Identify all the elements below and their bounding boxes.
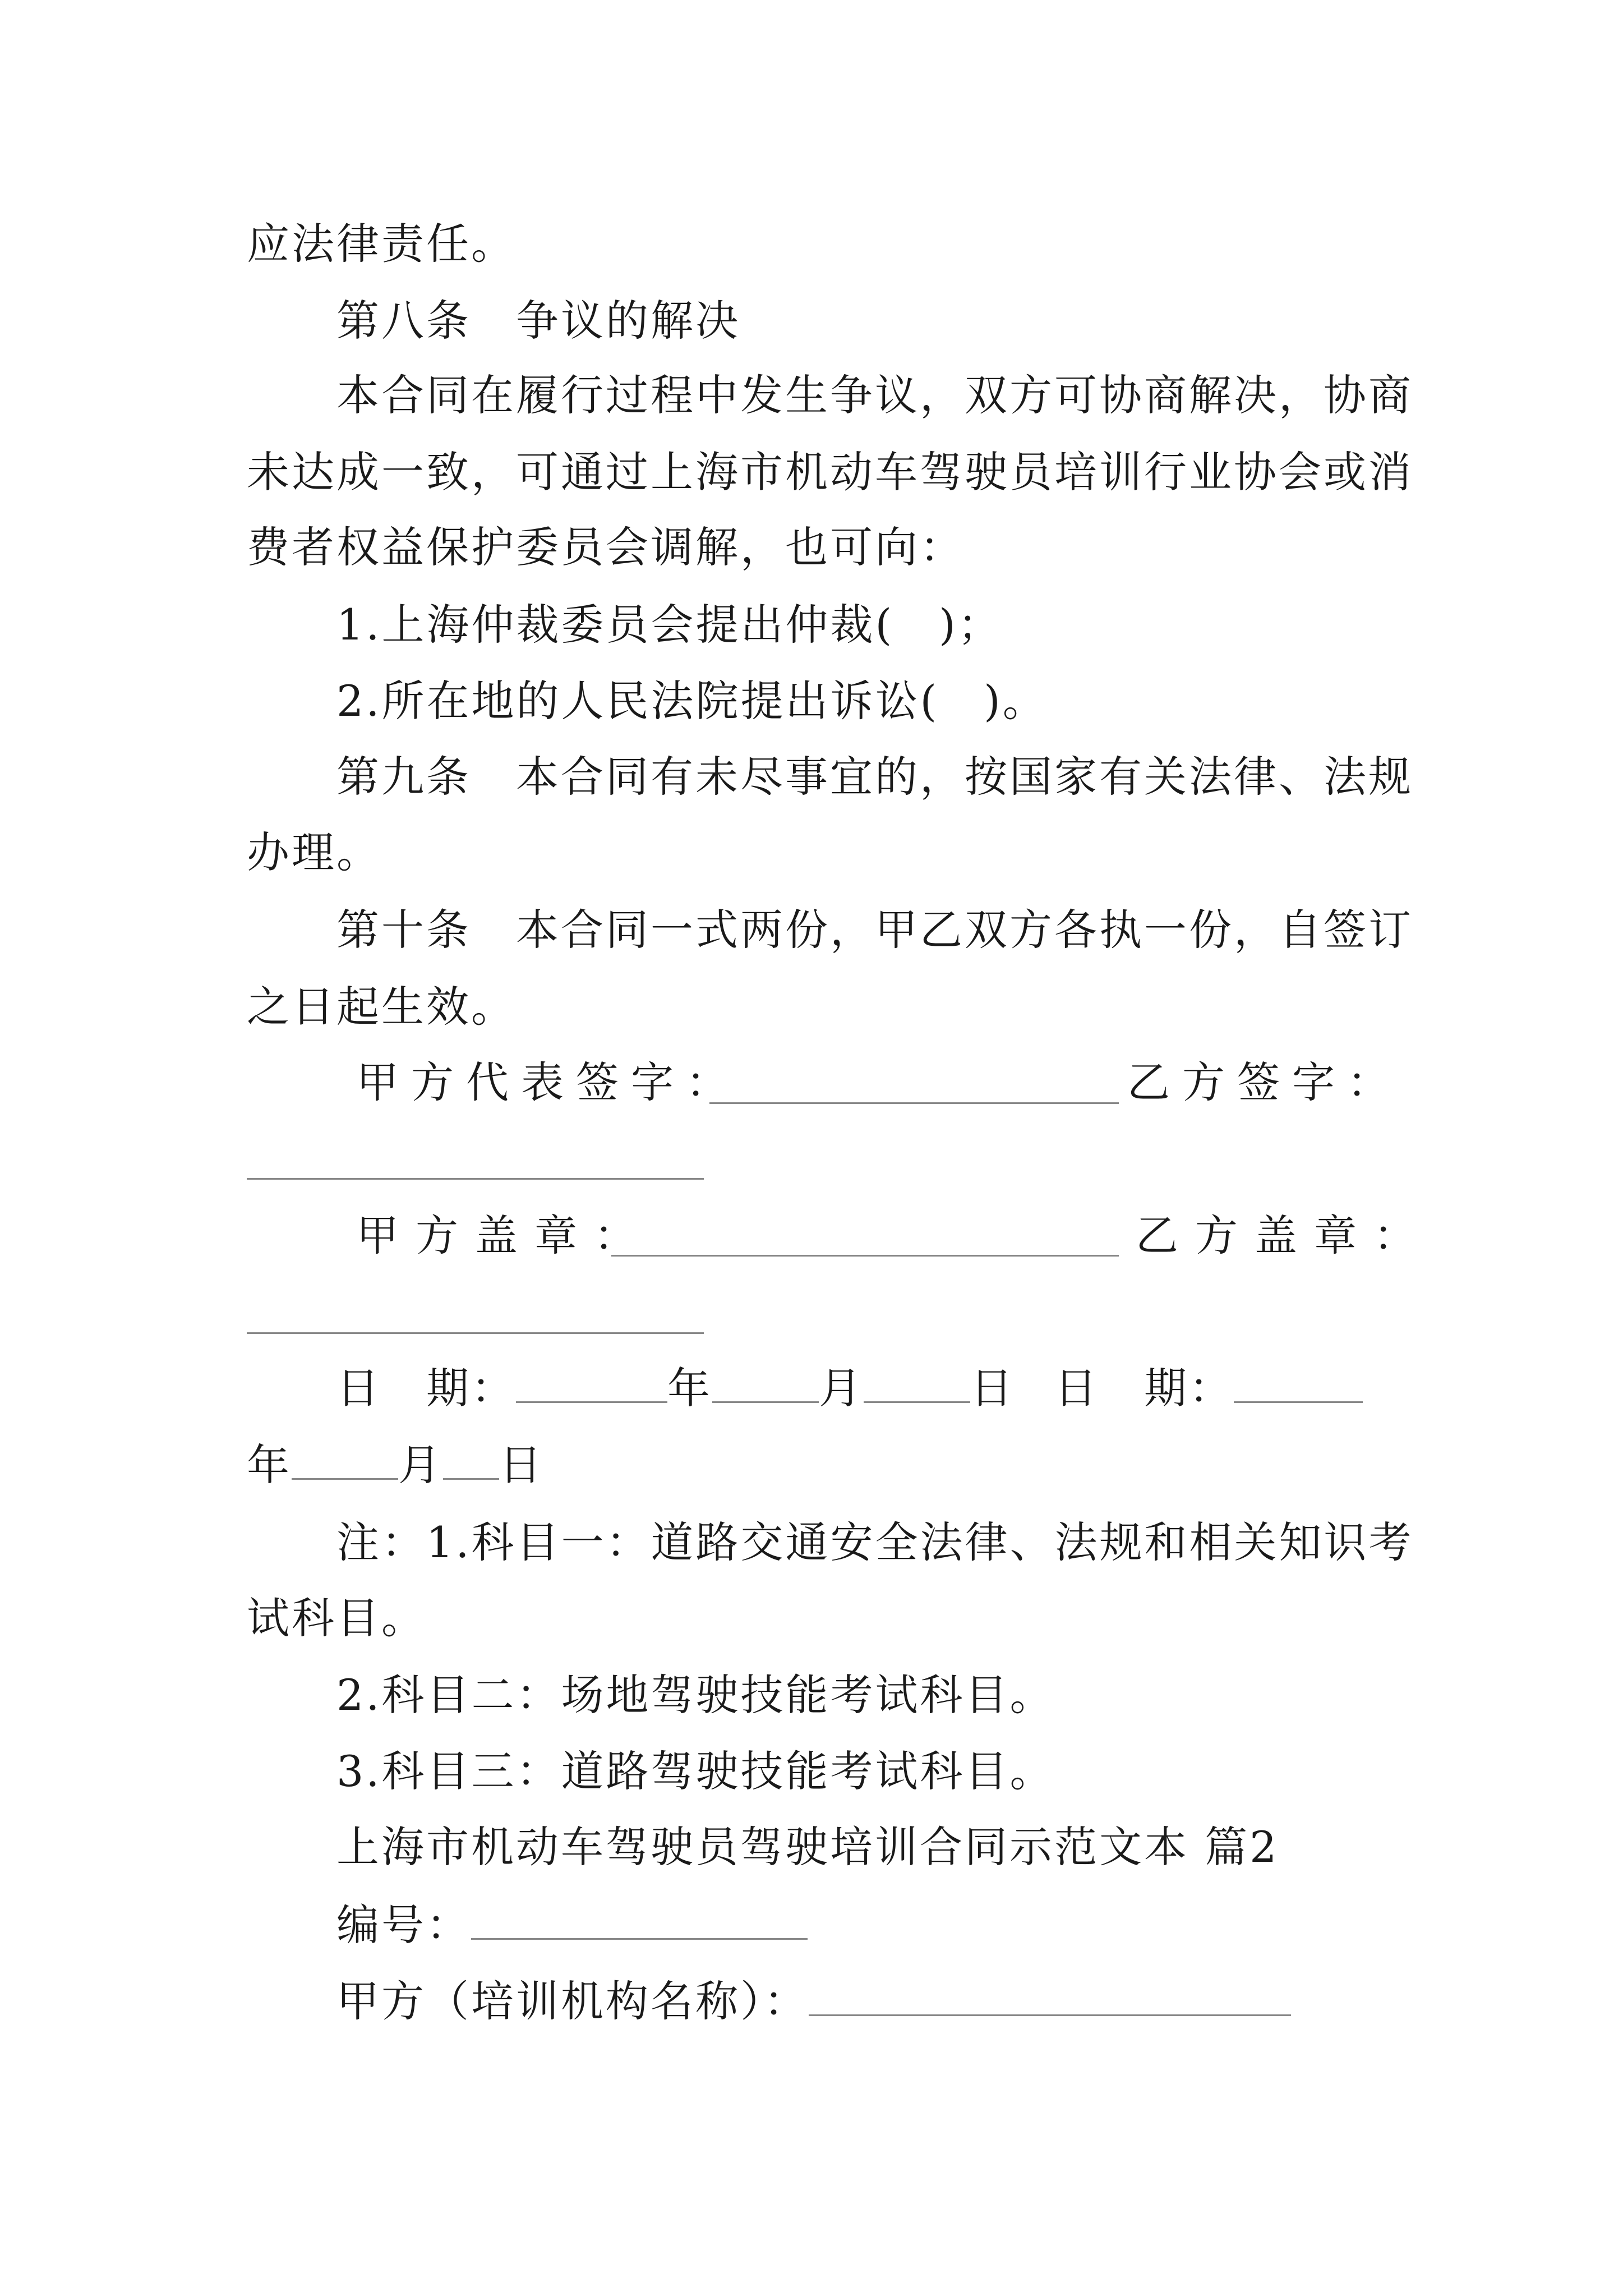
party-a-sign-blank xyxy=(709,1102,1119,1104)
date-line-a xyxy=(336,1360,1363,1416)
note-3: 3.科目三：道路驾驶技能考试科目。 xyxy=(336,1746,1055,1796)
party-b-year-text: 年 xyxy=(247,1440,292,1490)
party-a-name-blank xyxy=(809,1975,1291,2016)
article-9-line-1: 第九条 本合同有未尽事宜的，按国家有关法律、法规 xyxy=(336,752,1413,802)
note-line-2: 试科目。 xyxy=(247,1593,426,1643)
party-a-date-label: 日 期： xyxy=(336,1363,516,1413)
article-8-line-1: 本合同在履行过程中发生争议，双方可协商解决，协商 xyxy=(336,370,1413,420)
party-a-day-blank xyxy=(864,1362,970,1403)
party-a-name-line xyxy=(336,1973,1291,2030)
article-9-line-2: 办理。 xyxy=(247,827,381,877)
party-a-name-label: 甲方（培训机构名称）： xyxy=(336,1976,809,2026)
party-a-year-text: 年 xyxy=(667,1363,712,1413)
party-b-sign-blank xyxy=(247,1178,704,1180)
note-line-1: 注：1.科目一：道路交通安全法律、法规和相关知识考 xyxy=(336,1517,1414,1567)
party-b-month-text: 月 xyxy=(398,1440,443,1490)
party-b-year-blank xyxy=(1234,1362,1363,1403)
party-b-month-blank xyxy=(292,1439,398,1480)
party-a-month-text: 月 xyxy=(819,1363,864,1413)
party-a-seal-blank xyxy=(611,1255,1119,1257)
party-b-sign-label: 乙方签字： xyxy=(1127,1057,1402,1107)
party-b-day-blank xyxy=(443,1439,499,1480)
party-a-day-text: 日 xyxy=(970,1363,1015,1413)
contract-2-title: 上海市机动车驾驶员驾驶培训合同示范文本 篇2 xyxy=(336,1822,1279,1872)
party-b-seal-blank xyxy=(247,1332,704,1334)
arbitration-option: 1.上海仲裁委员会提出仲裁( )； xyxy=(336,600,1003,650)
party-a-seal-label: 甲方盖章： xyxy=(356,1211,653,1260)
contract-number-label: 编号： xyxy=(336,1900,471,1950)
contract-number-blank xyxy=(471,1899,808,1940)
party-a-month-blank xyxy=(712,1362,819,1403)
article-10-line-1: 第十条 本合同一式两份，甲乙双方各执一份，自签订 xyxy=(336,905,1413,955)
article-8-line-2: 未达成一致，可通过上海市机动车驾驶员培训行业协会或消 xyxy=(247,447,1413,497)
party-a-year-blank xyxy=(516,1362,667,1403)
party-a-sign-label: 甲方代表签字： xyxy=(356,1057,741,1107)
article-8-line-3: 费者权益保护委员会调解，也可向： xyxy=(247,522,965,572)
party-b-day-text: 日 xyxy=(499,1440,544,1490)
note-2: 2.科目二：场地驾驶技能考试科目。 xyxy=(336,1670,1055,1720)
article-10-line-2: 之日起生效。 xyxy=(247,982,516,1032)
party-b-date-label: 日 期： xyxy=(1054,1363,1234,1413)
article-8-title: 第八条 争议的解决 xyxy=(336,296,740,346)
party-b-seal-label: 乙方盖章： xyxy=(1136,1211,1433,1260)
contract-number-line xyxy=(336,1897,808,1953)
date-line-b xyxy=(247,1437,544,1493)
litigation-option: 2.所在地的人民法院提出诉讼( )。 xyxy=(336,676,1048,726)
paragraph-end: 应法律责任。 xyxy=(247,219,516,269)
